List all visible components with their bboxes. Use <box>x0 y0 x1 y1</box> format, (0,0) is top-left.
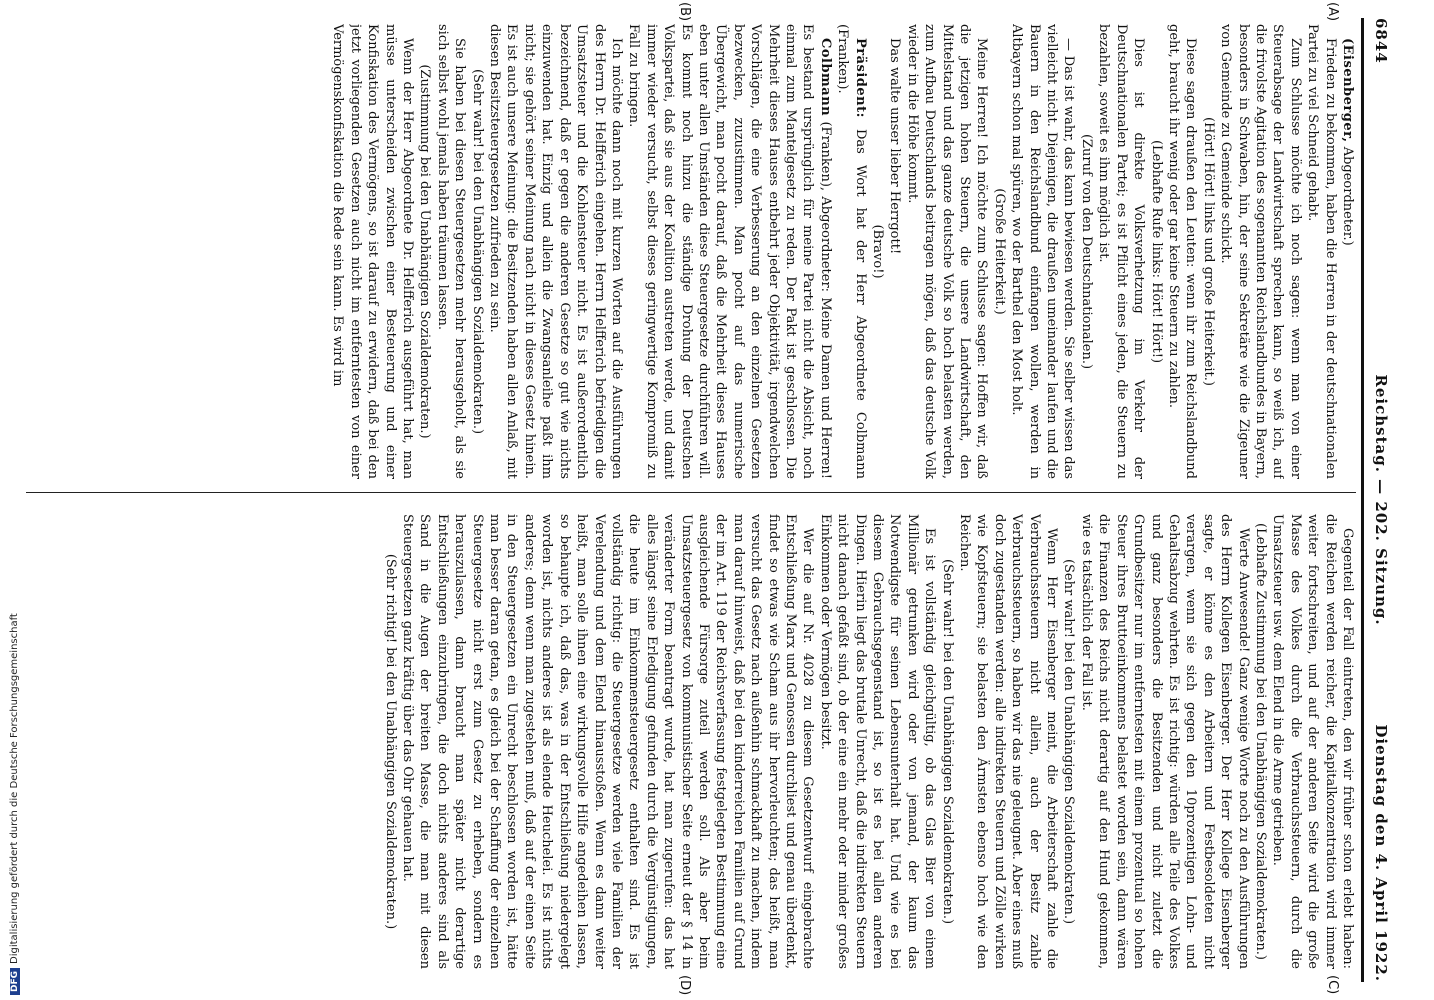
interjection <box>938 514 955 969</box>
paragraph <box>1269 514 1356 969</box>
paragraph-text: Wer die auf Nr. 4028 zu diesem Gesetzentwurf eingebrachte Entschließung Marx und Genossen durchliest und genau überdenkt, findet so etwas wie Scham aus ihr hervorleuchten; das heißt, man versucht das Gesetz nach außenhin schmackhaft zu machen, indem man darauf hinweist, daß bei den kinderreichen Familien auf Grund der im Art. 119 der Reichsverfassung festgelegten Bestimmung eine ausgleichende Fürsorge zuteil werden soll. Als aber beim Umsatzsteuergesetz von kommunistischer Seite erneut der § 14 in veränderter Form beantragt wurde, hat man zugerufen: das hat alles längst seine Erledigung gefunden durch die Vergünstigungen, die heute im Einkommensteuergesetz enthalten sind. Es ist vollständig richtig: die Steuergesetze werden viele Familien der Verelendung und dem Elend hinausstoßen. Wenn es dann weiter heißt, man solle ihnen eine wirkungsvolle Hilfe angedeihen lassen, so behaupte ich, daß das, was in der Entschließung niedergelegt worden ist, nichts anderes ist als elende Heuchelei. Es ist nichts anderes; denn wenn man zugestehen muß, daß auf der einen Seite in den Steuergesetzen ein Unrecht beschlossen worden ist, hätte man besser daran getan, es gleich bei der Schaffung der einzelnen Steuergesetze nicht erst zum Gesetz zu erheben, sondern es herauszulassen, dann braucht man später nicht derartige Entschließungen einzubringen, die doch nichts anderes sind als Sand in die Augen der breiten Masse, die man mit diesen Steuergesetzen ganz kräftig über das Ohr gehauen hat. <box>400 514 816 969</box>
paragraph-text: — Das ist wahr, das kann bewiesen werden. Sie selber wissen das vielleicht nicht. Diejenigen, die draußen umeinander laufen und die Bauern in den Reichslandbund einfangen wollen, werden in Altbayern schon mal spüren, wo der Barthel den Most holt. <box>1009 24 1077 479</box>
paragraph-text: Wenn der Herr Abgeordnete Dr. Helfferich ausgeführt hat, man müsse unterscheiden zwischen einer Besteuerung und einer Konfiskation des Vermögens, so ist darauf zu erwidern, daß bei den jetzt vorliegenden Gesetzen auch nicht im entferntesten von einer Vermögenskonfiskation die Rede sein kann. Es wird im <box>330 24 416 479</box>
paragraph-text: Das walte unser lieber Herrgott! <box>887 38 903 255</box>
interjection <box>468 24 485 479</box>
margin-mark-b: (B) <box>677 2 692 22</box>
interjection <box>1078 24 1095 479</box>
paragraph <box>1304 24 1339 479</box>
speaker-name: Präsident: <box>852 38 868 118</box>
margin-mark-d: (D) <box>677 975 692 996</box>
page-number: 6844 <box>1372 18 1390 64</box>
speaker-name: Colbmann <box>817 38 833 117</box>
paragraph-text: (Sehr wahr! bei den Unabhängigen Sozialdemokraten.) <box>1061 558 1077 925</box>
interjection <box>1147 24 1164 479</box>
digitization-footer <box>1 0 25 1000</box>
paragraph <box>433 24 468 479</box>
paragraph-text: Dies ist direkte Volksverhetzung im Verkehr der Deutschnationalen Partei; es ist Pflicht eines jeden, die Steuern zu bezahlen, soweit es ihm möglich ist. <box>1096 24 1147 479</box>
paragraph-text: Ich möchte dann noch mit kurzen Worten auf die Ausführungen des Herrn Dr. Helfferich eingehen. Herrn Helfferich befriedigen die Umsatzsteuer und die Kohlensteuer nicht. Es ist außerordentlich bezeichnend, daß er gegen die anderen Gesetze so gut wie nichts einzuwenden hat. Einzig und allein die Zwangsanleihe paßt ihm nicht; sie gehört seiner Meinung nach nicht in dieses Gesetz hinein. Es ist auch unsere Meinung: die Besitzenden haben allen Anlaß, mit diesen Besitzsteuergesetzen zufrieden zu sein. <box>487 24 624 479</box>
paragraph-text: (Franken), Abgeordneter: Meine Damen und Herren! Es bestand ursprünglich für meine Partei nicht die Absicht, noch einmal zum Mantelgesetz zu reden. Der Pakt ist geschlossen. Die Mehrheit dieses Hauses entbehrt jeder Objektivität, irgendwelchen Vorschlägen, die eine Verbesserung an den einzelnen Gesetzen bezwecken, zuzustimmen. Man pocht auf das numerische Übergewicht, man pocht darauf, daß die Mehrheit dieses Hauses eben unter allen Umständen diese Steuergesetze durchführen will. Es kommt noch hinzu die ständige Drohung der Deutschen Volkspartei, daß sie aus der Koalition austreten werde, und damit immer wieder versucht, selbst dieses geringwertige Kompromiß zu Fall zu bringen. <box>626 24 833 479</box>
paragraph-text: (Sehr richtig! bei den Unabhängigen Sozialdemokraten.) <box>382 553 398 930</box>
paragraph-text: (Sehr wahr! bei den Unabhängigen Sozialdemokraten.) <box>939 558 955 925</box>
paragraph <box>1078 514 1252 969</box>
paragraph <box>1339 24 1356 479</box>
interjection <box>869 24 886 479</box>
paragraph-text: Abgeordneter.) <box>1340 146 1355 246</box>
page-header <box>1368 18 1390 982</box>
interjection <box>1060 514 1077 969</box>
paragraph <box>903 24 990 479</box>
paragraph-text: (Zustimmung bei den Unabhängigen Sozialdemokraten.) <box>417 64 433 439</box>
paragraph-text: Zum Schlusse möchte ich noch sagen: wenn man von einer Steuerabsage der Landwirtschaft sprechen kann, so weiß ich, auf die frivolste Agitation des sogenannten Reichslandbundes in Bayern, besonders in Schwaben, hin, der seine Sekretäre wie die Zigeuner von Gemeinde zu Gemeinde schickt. <box>1218 24 1303 479</box>
paragraph-text: Gegenteil der Fall eintreten, den wir früher schon erlebt haben: die Reichen werden reicher, die Kapitalkonzentration wird immer weiter fortschreiten, und auf der anderen Seite wird die große Masse des Volkes durch die Verbrauchssteuern, durch die Umsatzsteuer usw. dem Elend in die Arme getrieben. <box>1270 514 1355 969</box>
paragraph <box>486 24 625 479</box>
paragraph-text: (Lebhafte Rufe links: Hört! Hört!) <box>1148 139 1164 364</box>
footer-text: Digitalisierung gefördert durch die Deutsche Forschungsgemeinschaft <box>9 613 20 964</box>
session-title: Reichstag. — 202. Sitzung. <box>1372 374 1390 626</box>
paragraph <box>956 514 1060 969</box>
header-rule <box>1361 18 1364 982</box>
right-text-column <box>26 514 1356 969</box>
paragraph <box>1095 24 1147 479</box>
interjection <box>416 24 433 479</box>
paragraph-text: Das Wort hat der Herr Abgeordnete Colbmann (Franken). <box>835 24 868 479</box>
paragraph-text: Werte Anwesende! Ganz wenige Worte noch zu den Ausführungen des Herrn Kollegen Eisenberger. Der Herr Kollege Eisenberger sagte, er könne es den Arbeitern und Festbesoldeten nicht verargen, wenn sie sich gegen den 10prozentigen Lohn- und Gehaltsabzug wehrten. Es ist richtig: würden alle Teile des Volkes und ganz besonders die Besitzenden und nicht zuletzt die Grundbesitzer nur im entferntesten mit einem prozentual so hohen Steuer ihres Bruttoeinkommens belastet worden sein, dann wären die Finanzen des Reichs nicht derartig auf den Hund gekommen, wie es tatsächlich der Fall ist. <box>1078 514 1251 969</box>
paragraph <box>625 24 834 479</box>
interjection <box>990 24 1007 479</box>
speaker-name: (Eisenberger, <box>1340 38 1355 143</box>
paragraph <box>1217 24 1304 479</box>
session-date: Dienstag den 4. April 1922. <box>1372 724 1390 982</box>
dfg-logo: DFG <box>10 968 20 995</box>
paragraph-text: Wenn Herr Eisenberger meint, die Arbeiterschaft zahle die Verbrauchssteuern nicht allein, auch der Besitz zahle Verbrauchssteuern, so haben wir das nie geleugnet. Aber eines muß doch zugestanden werden: alle indirekten Steuern und Zölle wirken wie Kopfsteuern; sie belasten den Ärmsten ebenso hoch wie den Reichen. <box>957 514 1060 969</box>
left-text-column <box>26 24 1356 479</box>
paragraph <box>1165 24 1200 479</box>
column-divider <box>26 492 1356 493</box>
paragraph-text: (Sehr wahr! bei den Unabhängigen Sozialdemokraten.) <box>469 68 485 435</box>
paragraph <box>816 514 938 969</box>
paragraph-text: Meine Herren! Ich möchte zum Schlusse sagen: Hoffen wir, daß die jetzigen hohen Steuern, die unsere Landwirtschaft, den Mittelstand und das ganze deutsche Volk so hoch belasten werden, zum Aufbau Deutschlands beitragen mögen, daß das deutsche Volk wieder in die Höhe kommt. <box>904 24 990 479</box>
paragraph <box>1008 24 1078 479</box>
paragraph <box>886 24 903 479</box>
paragraph-text: Diese sagen draußen den Leuten: wenn ihr zum Reichslandbund geht, braucht ihr wenig oder gar keine Steuern zu zahlen. <box>1165 24 1199 479</box>
paragraph-text: Es ist vollständig gleichgültig, ob das Glas Bier von einem Millionär getrunken wird oder von jemand, der kaum das Notwendigste für seinen Lebensunterhalt hat. Und wie es bei diesem Gebrauchsgegenstand ist, so ist es bei allen anderen Dingen. Hierin liegt das brutale Unrecht, daß die indirekten Steuern nicht danach gefaßt sind, ob der eine ein mehr oder minder großes Einkommen oder Vermögen besitzt. <box>817 514 938 969</box>
paragraph-text: (Hört! Hört! links und große Heiterkeit.) <box>1200 117 1216 386</box>
interjection <box>381 514 398 969</box>
paragraph-text: (Lebhafte Zustimmung bei den Unabhängigen Sozialdemokraten.) <box>1252 523 1268 960</box>
margin-mark-a: (A) <box>1325 2 1340 22</box>
paragraph <box>329 24 416 479</box>
paragraph-text: Frieden zu bekommen, haben die Herren in der deutschnationalen Partei zu viel Schneid gehabt. <box>1305 24 1338 479</box>
paragraph-text: (Bravo!) <box>870 224 886 279</box>
paragraph-text: (Zuruf von den Deutschnationalen.) <box>1078 133 1094 370</box>
paragraph <box>399 514 817 969</box>
paragraph-text: (Große Heiterkeit.) <box>991 188 1007 315</box>
margin-mark-c: (C) <box>1325 975 1340 995</box>
paragraph-text: Sie haben bei diesen Steuergesetzen mehr herausgeholt, als sie sich selbst wohl jemals haben träumen lassen. <box>434 24 468 479</box>
paragraph <box>834 24 869 479</box>
interjection <box>1199 24 1216 479</box>
interjection <box>1252 514 1269 969</box>
